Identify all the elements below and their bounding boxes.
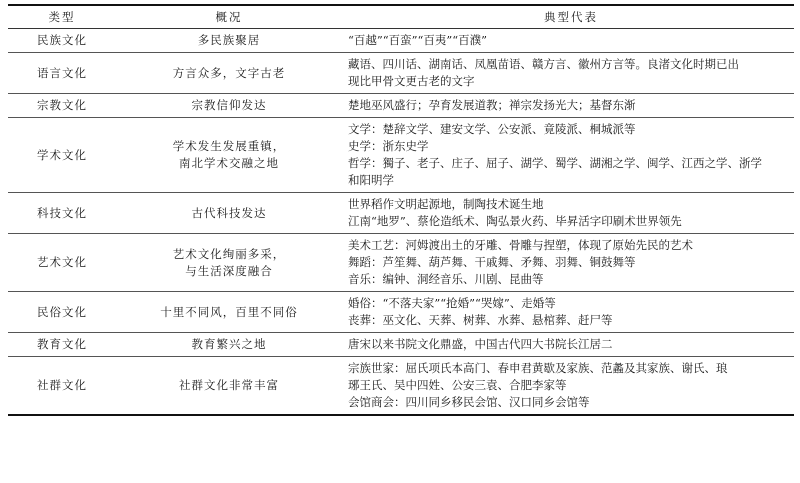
table-header (8, 5, 794, 29)
overview-line: 社群文化非常丰富 (179, 378, 279, 392)
row-type-cell: 民俗文化 (37, 304, 87, 319)
representative-line: “百越”“百蛮”“百夷”“百濮” (348, 33, 488, 47)
representative-line: 史学：浙东史学 (348, 139, 429, 153)
row-type-cell: 艺术文化 (37, 255, 87, 269)
row-type-cell: 教育文化 (37, 337, 87, 351)
representative-line: 琊王氏、吴中四姓、公安三袁、合肥李家等 (348, 378, 567, 392)
representative-line: 唐宋以来书院文化鼎盛，中国古代四大书院长江居二 (348, 337, 613, 351)
representative-line: 楚地巫风盛行；孕育发展道教；禅宗发扬光大；基督东渐 (348, 98, 636, 112)
overview-line: 南北学术交融之地 (179, 156, 279, 170)
representative-line: 会馆商会：四川同乡移民会馆、汉口同乡会馆等 (348, 395, 590, 409)
representative-line: 丧葬：巫文化、天葬、树葬、水葬、悬棺葬、赶尸等 (348, 313, 613, 327)
representative-line: 音乐：编钟、洞经音乐、川剧、昆曲等 (348, 272, 544, 286)
row-type-cell: 语言文化 (37, 65, 87, 80)
representative-line: 现比甲骨文更古老的文字 (348, 74, 475, 88)
representative-line: 和阳明学 (348, 173, 394, 187)
row-representative-cell (342, 29, 794, 53)
row-overview-cell (116, 118, 342, 193)
header-row (8, 5, 794, 29)
table-row (8, 193, 794, 234)
representative-line: 世界稻作文明起源地，制陶技术诞生地 (348, 197, 544, 211)
representative-line: 舞蹈：芦笙舞、葫芦舞、干戚舞、矛舞、羽舞、铜鼓舞等 (348, 255, 636, 269)
row-overview-cell (116, 94, 342, 118)
row-representative-cell (342, 94, 794, 118)
representative-line: 文学：楚辞文学、建安文学、公安派、竟陵派、桐城派等 (348, 122, 636, 136)
row-overview-cell (116, 193, 342, 234)
representative-line: 宗族世家：屈氏项氏本高门、春申君黄歇及家族、范蠡及其家族、谢氏、琅 (348, 361, 728, 375)
overview-line: 方言众多，文字古老 (172, 65, 286, 80)
row-type-cell: 学术文化 (37, 147, 87, 162)
row-type-cell: 宗教文化 (37, 98, 87, 112)
overview-line: 多民族聚居 (197, 33, 261, 47)
row-representative-cell (342, 357, 794, 416)
overview-line: 古代科技发达 (191, 205, 267, 220)
row-representative-cell (342, 53, 794, 94)
representative-line: 江南“地罗”、蔡伦造纸术、陶弘景火药、毕昇活字印刷术世界领先 (348, 214, 682, 228)
table-row (8, 94, 794, 118)
representative-line: 藏语、四川话、湖南话、凤凰苗语、赣方言、徽州方言等。良渚文化时期已出 (348, 57, 739, 71)
row-type-cell: 民族文化 (37, 33, 87, 47)
header-overview: 概况 (215, 9, 243, 24)
table-row (8, 234, 794, 292)
table-row (8, 292, 794, 333)
table-row (8, 357, 794, 416)
overview-line: 学术发生发展重镇， (172, 139, 286, 153)
row-representative-cell (342, 118, 794, 193)
row-overview-cell (116, 357, 342, 416)
overview-line: 与生活深度融合 (185, 263, 273, 278)
overview-line: 宗教信仰发达 (191, 98, 267, 112)
row-overview-cell (116, 29, 342, 53)
table-row (8, 29, 794, 53)
row-representative-cell (342, 292, 794, 333)
culture-table (8, 4, 794, 416)
row-representative-cell (342, 234, 794, 292)
table-row (8, 333, 794, 357)
overview-line: 艺术文化绚丽多采， (172, 246, 286, 261)
representative-line: 婚俗：“不落夫家”“抢婚”“哭嫁”、走婚等 (348, 296, 556, 310)
row-overview-cell (116, 292, 342, 333)
representative-line: 哲学：獨子、老子、庄子、屈子、湖学、蜀学、湖湘之学、闽学、江西之学、浙学 (348, 156, 762, 170)
overview-line: 十里不同风，百里不同俗 (160, 304, 298, 319)
row-type-cell: 社群文化 (37, 378, 87, 392)
row-type-cell: 科技文化 (37, 205, 87, 220)
table-row (8, 118, 794, 193)
table-body (8, 29, 794, 416)
row-representative-cell (342, 333, 794, 357)
representative-line: 美术工艺：河姆渡出土的牙雕、骨雕与捏塑，体现了原始先民的艺术 (348, 238, 693, 252)
overview-line: 教育繁兴之地 (191, 337, 267, 351)
row-overview-cell (116, 53, 342, 94)
table-row (8, 53, 794, 94)
row-overview-cell (116, 333, 342, 357)
header-type: 类型 (48, 9, 76, 24)
header-representative: 典型代表 (544, 9, 598, 24)
row-overview-cell (116, 234, 342, 292)
row-representative-cell (342, 193, 794, 234)
